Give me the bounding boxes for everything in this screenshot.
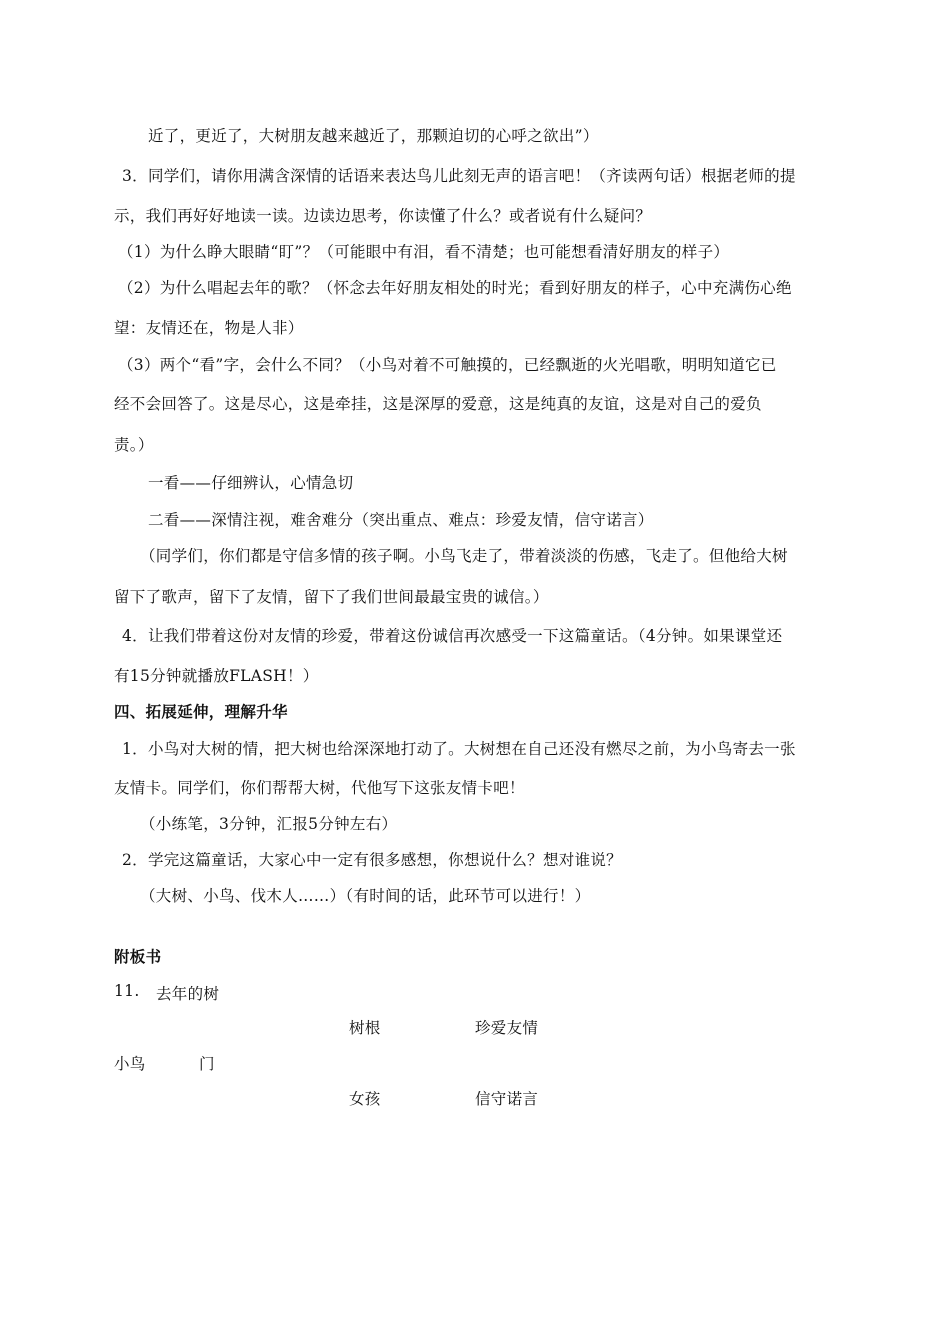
text-line: 有15分钟就播放FLASH！） [114,667,319,685]
text-line: （大树、小鸟、伐木人……）（有时间的话，此环节可以进行！） [140,887,591,905]
lesson-title: 去年的树 [156,985,220,1003]
text-line: 责。） [114,436,154,454]
board-shugen: 树根 [349,1019,381,1037]
text-line: 近了，更近了，大树朋友越来越近了，那颗迫切的心呼之欲出”） [148,127,599,145]
text-line: 示，我们再好好地读一读。边读边思考，你读懂了什么？或者说有什么疑问？ [114,207,652,225]
text-line: （小练笔，3分钟，汇报5分钟左右） [140,815,398,833]
text-line: （2）为什么唱起去年的歌？（怀念去年好朋友相处的时光；看到好朋友的样子，心中充满伤心绝 [118,279,792,297]
text-line: 友情卡。同学们，你们帮帮大树，代他写下这张友情卡吧！ [114,779,525,797]
text-line: 4．让我们带着这份对友情的珍爱，带着这份诚信再次感受一下这篇童话。（4分钟。如果课堂还 [122,627,783,645]
text-line: （3）两个“看”字，会什么不同？（小鸟对着不可触摸的，已经飘逝的火光唱歌，明明知道它已 [118,356,777,374]
text-line: （同学们，你们都是守信多情的孩子啊。小鸟飞走了，带着淡淡的伤感，飞走了。但他给大树 [140,547,788,565]
text-line: 1．小鸟对大树的情，把大树也给深深地打动了。大树想在自己还没有燃尽之前，为小鸟寄去一张 [122,740,796,758]
text-line: 3．同学们，请你用满含深情的话语来表达鸟儿此刻无声的语言吧！（齐读两句话）根据老师的提 [122,167,796,185]
text-line: 二看——深情注视，难舍难分（突出重点、难点：珍爱友情，信守诺言） [148,511,654,529]
text-line: （1）为什么睁大眼睛“盯”？（可能眼中有泪，看不清楚；也可能想看清好朋友的样子） [118,243,730,261]
board-zhenai: 珍爱友情 [475,1019,539,1037]
board-nvhai: 女孩 [349,1090,381,1108]
text-line: 一看——仔细辨认，心情急切 [148,474,354,492]
text-line: 留下了歌声，留下了友情，留下了我们世间最最宝贵的诚信。） [114,588,549,606]
board-men: 门 [199,1055,215,1073]
text-line: 2．学完这篇童话，大家心中一定有很多感想，你想说什么？想对谁说？ [122,851,622,869]
board-heading: 附板书 [114,947,162,966]
lesson-number: 11. [114,982,140,1000]
board-xinshou: 信守诺言 [475,1090,539,1108]
text-line: 经不会回答了。这是尽心，这是牵挂，这是深厚的爱意，这是纯真的友谊，这是对自己的爱负 [114,395,762,413]
text-line: 望：友情还在，物是人非） [114,319,304,337]
section-heading: 四、拓展延伸，理解升华 [114,702,288,721]
board-xiaoniao: 小鸟 [114,1055,146,1073]
